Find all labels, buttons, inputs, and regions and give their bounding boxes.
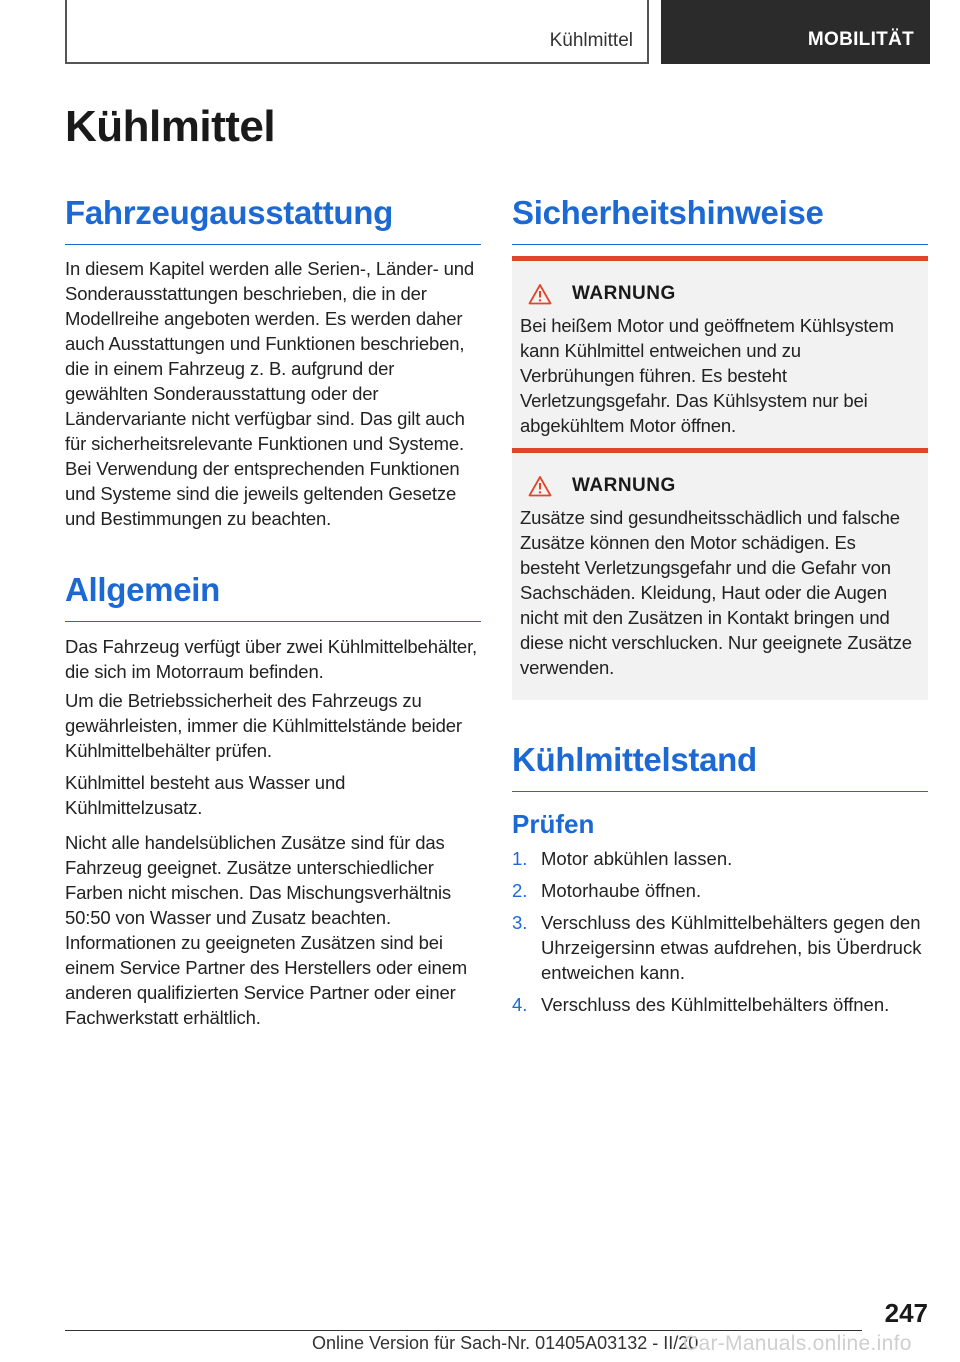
heading-kuehlmittelstand: Kühlmittelstand [512,741,928,792]
warning-title-2: WARNUNG [572,475,676,496]
list-item [512,910,928,985]
header-chapter-tab [65,0,649,64]
heading-fahrzeugausstattung: Fahrzeugausstattung [65,194,481,245]
step-text: Verschluss des Kühlmittelbehälters öffnen. [541,994,890,1015]
header-section-label: MOBILITÄT [807,29,914,50]
footer-online-version: Online Version für Sach-Nr. 01405A03132 - II/20 [312,1333,699,1353]
warning-box-1 [512,256,928,458]
header-chapter-label: Kühlmittel [549,30,633,51]
step-text: Motorhaube öffnen. [541,880,702,901]
page-title: Kühlmittel [65,102,276,151]
list-item [512,878,928,903]
paragraph-allgemein-2: Um die Betriebssicherheit des Fahrzeugs zu gewährleisten, immer die Kühlmittelstände beider Kühlmittelbehälter prüfen. [65,690,462,761]
footer-divider [65,1330,862,1331]
steps-list [512,846,928,1024]
list-item [512,992,928,1017]
subheading-pruefen: Prüfen [512,809,595,839]
warning-box-2 [512,448,928,700]
list-item [512,846,928,871]
step-number: 3. [512,912,528,933]
warning-header-1 [528,283,918,305]
step-text: Verschluss des Kühlmittelbehälters gegen den Uhrzeigersinn etwas aufdrehen, bis Überdruck entweichen kann. [541,912,922,983]
paragraph-allgemein-3: Kühlmittel besteht aus Wasser und Kühlmittelzusatz. [65,772,346,818]
step-text: Motor abkühlen lassen. [541,848,733,869]
warning-text-1: Bei heißem Motor und geöffnetem Kühlsystem kann Kühlmittel entweichen und zu Verbrühungen führen. Es besteht Verletzungsgefahr. Das Kühlsystem nur bei abgekühltem Motor öffnen. [520,315,894,436]
heading-allgemein: Allgemein [65,571,481,622]
warning-title-1: WARNUNG [572,283,676,304]
footer-watermark: Car-Manuals.online.info [683,1332,912,1355]
warning-triangle-icon [528,475,552,497]
warning-triangle-icon [528,283,552,305]
warning-text-2: Zusätze sind gesundheitsschädlich und falsche Zusätze können den Motor schädigen. Es besteht Verletzungsgefahr und die Gefahr von Sachschäden. Kleidung, Haut oder die Augen nicht mit den Zusätzen in Kontakt bringen und diese nicht verschlucken. Nur geeignete Zusätze verwenden. [520,507,912,678]
step-number: 2. [512,880,528,901]
heading-sicherheitshinweise: Sicherheitshinweise [512,194,928,245]
step-number: 4. [512,994,528,1015]
paragraph-allgemein-4: Nicht alle handelsüblichen Zusätze sind für das Fahrzeug geeignet. Zusätze unterschiedlicher Farben nicht mischen. Das Mischungsverhältnis 50:50 von Wasser und Zusatz beachten. Informationen zu geeigneten Zusätzen sind bei einem Service Partner des Herstellers oder einem anderen qualifizierten Service Partner oder einer Fachwerkstatt erhältlich. [65,832,468,1028]
warning-header-2 [528,475,918,497]
paragraph-allgemein-1: Das Fahrzeug verfügt über zwei Kühlmittelbehälter, die sich im Motorraum befinden. [65,636,478,682]
header-section-tab [661,0,930,64]
step-number: 1. [512,848,528,869]
paragraph-fahrzeugausstattung: In diesem Kapitel werden alle Serien-, Länder- und Sonderausstattungen beschrieben, die in der Modellreihe angeboten werden. Es werden daher auch Ausstattungen und Funktionen beschrieben, die in einem Fahrzeug z. B. aufgrund der gewählten Sonderausstattung oder der Ländervariante nicht verfügbar sind. Das gilt auch für sicherheitsrelevante Funktionen und Systeme. Bei Verwendung der entsprechenden Funktionen und Systeme sind die jeweils geltenden Gesetze und Bestimmungen zu beachten. [65,258,474,529]
page-number: 247 [884,1298,928,1328]
